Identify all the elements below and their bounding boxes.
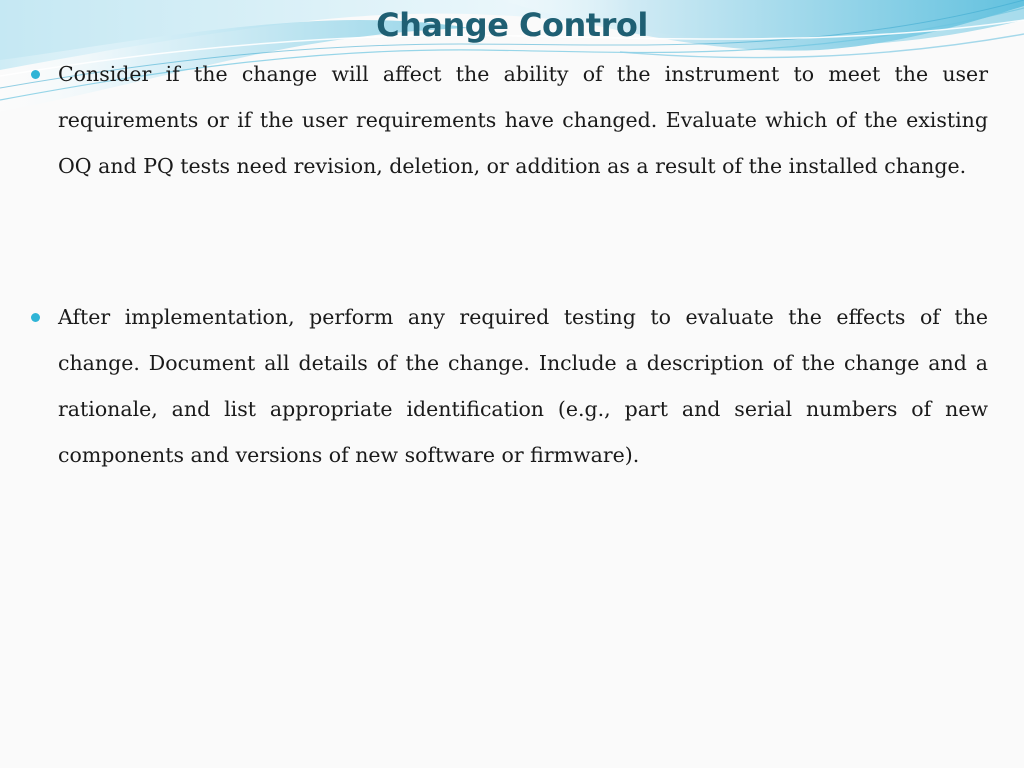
bullet-dot-icon [31,70,40,79]
slide-title: Change Control [376,6,648,44]
bullet-item: Consider if the change will affect the ability of the instrument to meet the user requirements or if the user requirements have changed. Evaluate which of the existing OQ and PQ tests need revision, deletion, or addition as a result of the installed change. [58,62,988,178]
bullet-item: After implementation, perform any required testing to evaluate the effects of the change. Document all details of the change. Include a description of the change and a rationale, and list appropriate identification (e.g., part and serial numbers of new components and versions of new software or firmware). [58,305,988,467]
bullet-dot-icon [31,313,40,322]
